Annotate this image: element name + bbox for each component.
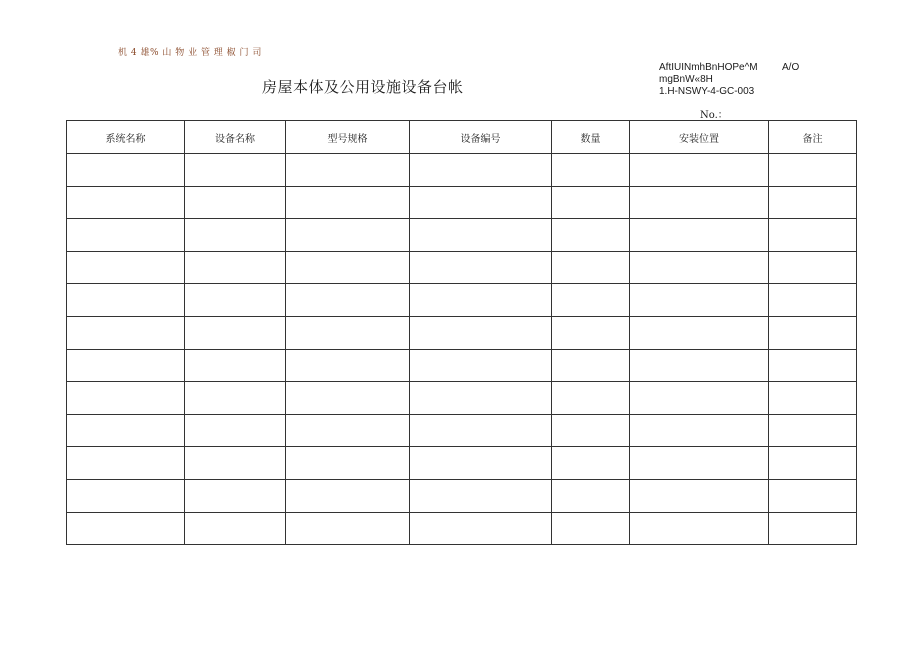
cell-quantity[interactable] — [552, 382, 630, 415]
company-name: 机 4 雄% 山 物 业 管 理 椒 门 司 — [118, 48, 262, 58]
cell-model-spec[interactable] — [286, 219, 410, 252]
cell-remarks[interactable] — [769, 251, 857, 284]
cell-quantity[interactable] — [552, 284, 630, 317]
cell-equipment-number[interactable] — [410, 219, 552, 252]
cell-equipment-name[interactable] — [185, 512, 286, 545]
cell-quantity[interactable] — [552, 316, 630, 349]
cell-model-spec[interactable] — [286, 349, 410, 382]
column-header-equipment-number: 设备编号 — [410, 121, 552, 154]
cell-quantity[interactable] — [552, 349, 630, 382]
cell-remarks[interactable] — [769, 479, 857, 512]
column-header-remarks: 备注 — [769, 121, 857, 154]
cell-quantity[interactable] — [552, 512, 630, 545]
column-header-equipment-name: 设备名称 — [185, 121, 286, 154]
cell-system-name[interactable] — [67, 219, 185, 252]
cell-system-name[interactable] — [67, 414, 185, 447]
cell-system-name[interactable] — [67, 186, 185, 219]
cell-install-location[interactable] — [630, 479, 769, 512]
table-row — [67, 382, 857, 415]
document-code-line: mgBnW«8H — [659, 74, 713, 85]
cell-install-location[interactable] — [630, 154, 769, 187]
table-row — [67, 479, 857, 512]
cell-equipment-number[interactable] — [410, 349, 552, 382]
cell-install-location[interactable] — [630, 414, 769, 447]
cell-remarks[interactable] — [769, 447, 857, 480]
cell-quantity[interactable] — [552, 154, 630, 187]
table-header-row — [67, 121, 857, 154]
cell-quantity[interactable] — [552, 414, 630, 447]
cell-model-spec[interactable] — [286, 251, 410, 284]
cell-system-name[interactable] — [67, 316, 185, 349]
cell-quantity[interactable] — [552, 251, 630, 284]
cell-system-name[interactable] — [67, 284, 185, 317]
cell-remarks[interactable] — [769, 349, 857, 382]
page-title: 房屋本体及公用设施设备台帐 — [262, 78, 464, 96]
cell-remarks[interactable] — [769, 284, 857, 317]
cell-equipment-name[interactable] — [185, 479, 286, 512]
cell-system-name[interactable] — [67, 349, 185, 382]
cell-install-location[interactable] — [630, 316, 769, 349]
cell-equipment-name[interactable] — [185, 414, 286, 447]
cell-equipment-name[interactable] — [185, 186, 286, 219]
cell-remarks[interactable] — [769, 316, 857, 349]
equipment-ledger-table — [66, 120, 857, 545]
document-code-line: 1.H-NSWY-4-GC-003 — [659, 86, 755, 97]
cell-equipment-number[interactable] — [410, 186, 552, 219]
cell-remarks[interactable] — [769, 414, 857, 447]
cell-install-location[interactable] — [630, 186, 769, 219]
cell-model-spec[interactable] — [286, 154, 410, 187]
cell-quantity[interactable] — [552, 447, 630, 480]
cell-equipment-name[interactable] — [185, 219, 286, 252]
cell-system-name[interactable] — [67, 251, 185, 284]
cell-model-spec[interactable] — [286, 284, 410, 317]
table-row — [67, 251, 857, 284]
table-row — [67, 316, 857, 349]
document-code-block — [659, 62, 758, 98]
table-body — [67, 154, 857, 545]
cell-install-location[interactable] — [630, 219, 769, 252]
table-row — [67, 414, 857, 447]
cell-model-spec[interactable] — [286, 447, 410, 480]
document-code-line: AftIUINmhBnHOPe^M — [659, 62, 758, 73]
cell-equipment-number[interactable] — [410, 316, 552, 349]
cell-equipment-number[interactable] — [410, 512, 552, 545]
cell-install-location[interactable] — [630, 382, 769, 415]
table-row — [67, 349, 857, 382]
cell-remarks[interactable] — [769, 186, 857, 219]
cell-equipment-name[interactable] — [185, 382, 286, 415]
cell-quantity[interactable] — [552, 186, 630, 219]
cell-equipment-number[interactable] — [410, 414, 552, 447]
cell-install-location[interactable] — [630, 251, 769, 284]
cell-install-location[interactable] — [630, 284, 769, 317]
cell-equipment-name[interactable] — [185, 251, 286, 284]
cell-system-name[interactable] — [67, 154, 185, 187]
cell-quantity[interactable] — [552, 219, 630, 252]
column-header-model-spec: 型号规格 — [286, 121, 410, 154]
cell-install-location[interactable] — [630, 512, 769, 545]
cell-install-location[interactable] — [630, 447, 769, 480]
cell-model-spec[interactable] — [286, 316, 410, 349]
cell-equipment-number[interactable] — [410, 284, 552, 317]
cell-system-name[interactable] — [67, 447, 185, 480]
cell-equipment-number[interactable] — [410, 447, 552, 480]
table-row — [67, 512, 857, 545]
cell-system-name[interactable] — [67, 479, 185, 512]
table-row — [67, 186, 857, 219]
column-header-system-name: 系统名称 — [67, 121, 185, 154]
cell-model-spec[interactable] — [286, 186, 410, 219]
cell-equipment-number[interactable] — [410, 154, 552, 187]
cell-model-spec[interactable] — [286, 512, 410, 545]
document-version: A/O — [782, 62, 800, 73]
cell-equipment-name[interactable] — [185, 154, 286, 187]
cell-equipment-name[interactable] — [185, 284, 286, 317]
cell-remarks[interactable] — [769, 512, 857, 545]
cell-equipment-name[interactable] — [185, 349, 286, 382]
cell-equipment-number[interactable] — [410, 251, 552, 284]
cell-equipment-name[interactable] — [185, 316, 286, 349]
table-row — [67, 284, 857, 317]
cell-model-spec[interactable] — [286, 479, 410, 512]
cell-install-location[interactable] — [630, 349, 769, 382]
cell-equipment-number[interactable] — [410, 479, 552, 512]
cell-remarks[interactable] — [769, 154, 857, 187]
cell-system-name[interactable] — [67, 382, 185, 415]
cell-equipment-number[interactable] — [410, 382, 552, 415]
table-row — [67, 219, 857, 252]
cell-equipment-name[interactable] — [185, 447, 286, 480]
cell-model-spec[interactable] — [286, 382, 410, 415]
cell-model-spec[interactable] — [286, 414, 410, 447]
cell-quantity[interactable] — [552, 479, 630, 512]
cell-system-name[interactable] — [67, 512, 185, 545]
column-header-quantity: 数量 — [552, 121, 630, 154]
column-header-install-location: 安装位置 — [630, 121, 769, 154]
number-label: No.： — [700, 110, 728, 121]
cell-remarks[interactable] — [769, 382, 857, 415]
table-row — [67, 154, 857, 187]
cell-remarks[interactable] — [769, 219, 857, 252]
table-row — [67, 447, 857, 480]
